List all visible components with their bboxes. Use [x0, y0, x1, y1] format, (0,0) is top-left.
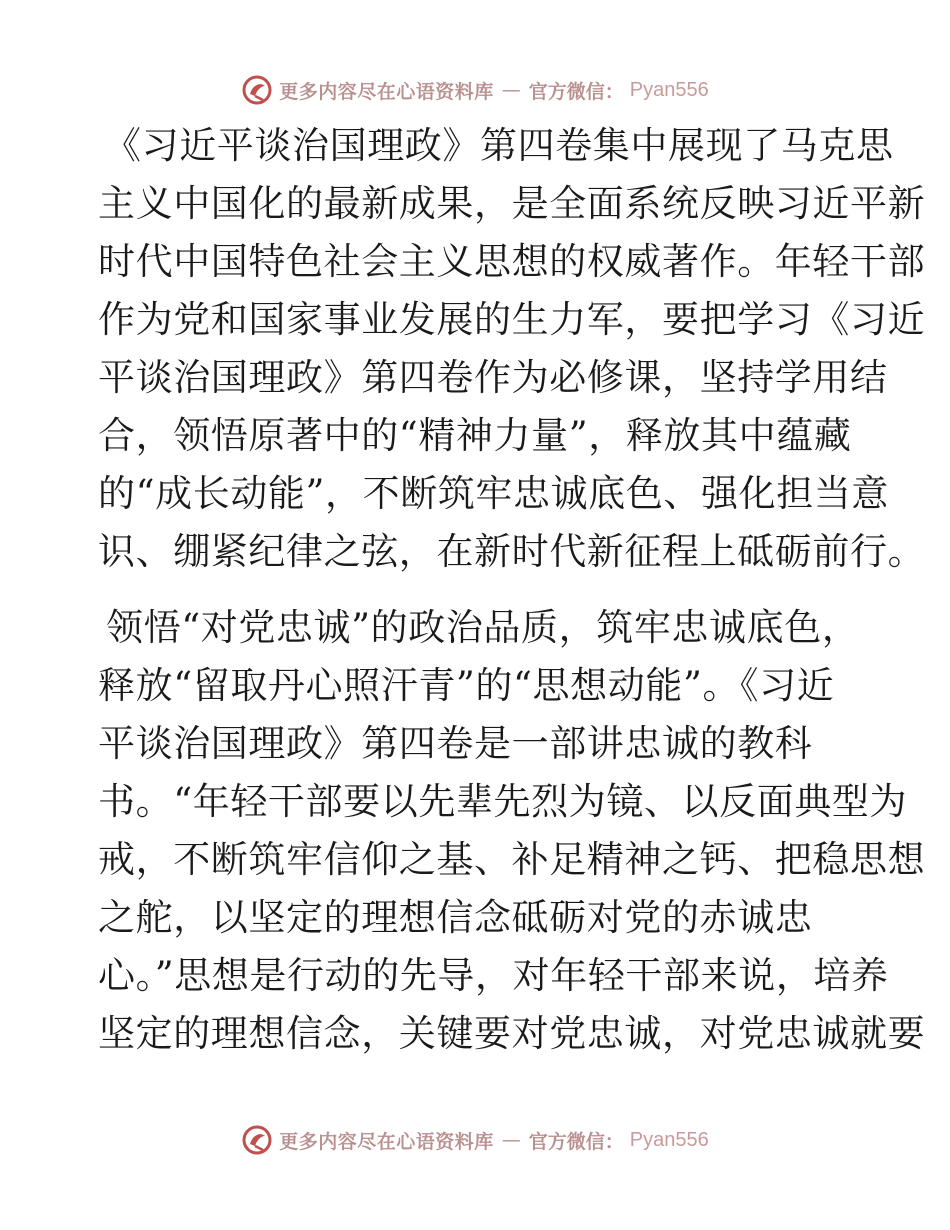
banner-wechat-id: Pyan556 — [629, 1128, 709, 1151]
banner-text: 更多内容尽在心语资料库 — [279, 80, 494, 103]
text-line: 作为党和国家事业发展的生力军，要把学习《习近 — [98, 298, 926, 341]
text-line: 释放“留取丹心照汗青”的“思想动能”。《习近 — [98, 664, 835, 707]
text-line: 书。“年轻干部要以先辈先烈为镜、以反面典型为 — [98, 780, 908, 823]
banner-dash: — — [501, 1129, 521, 1151]
text-line: 合，领悟原著中的“精神力量”，释放其中蕴藏 — [98, 414, 852, 457]
text-line: 平谈治国理政》第四卷是一部讲忠诚的教科 — [98, 722, 813, 765]
rose-icon — [241, 1124, 273, 1156]
text-line: 《习近平谈治国理政》第四卷集中展现了马克思 — [104, 124, 894, 167]
text-line: 之舵，以坚定的理想信念砥砺对党的赤诚忠 — [98, 896, 813, 939]
footer-banner — [0, 1120, 950, 1160]
text-line: 时代中国特色社会主义思想的权威著作。年轻干部 — [98, 240, 926, 283]
text-line: 主义中国化的最新成果，是全面系统反映习近平新 — [98, 182, 926, 225]
text-line: 戒，不断筑牢信仰之基、补足精神之钙、把稳思想 — [98, 838, 926, 881]
text-line: 的“成长动能”，不断筑牢忠诚底色、强化担当意 — [98, 472, 890, 515]
banner-wechat-id: Pyan556 — [629, 78, 709, 101]
banner-text: 更多内容尽在心语资料库 — [279, 1130, 494, 1153]
text-line: 平谈治国理政》第四卷作为必修课，坚持学用结 — [98, 356, 888, 399]
banner-dash: — — [501, 79, 521, 101]
banner-wechat-label: 官方微信： — [528, 80, 624, 103]
banner-wechat-label: 官方微信： — [528, 1130, 624, 1153]
text-line: 心。”思想是行动的先导，对年轻干部来说，培养 — [98, 954, 889, 997]
text-line: 领悟“对党忠诚”的政治品质，筑牢忠诚底色， — [106, 606, 860, 649]
text-line: 识、绷紧纪律之弦，在新时代新征程上砥砺前行。 — [98, 530, 926, 573]
text-line: 坚定的理想信念，关键要对党忠诚，对党忠诚就要 — [98, 1012, 926, 1055]
